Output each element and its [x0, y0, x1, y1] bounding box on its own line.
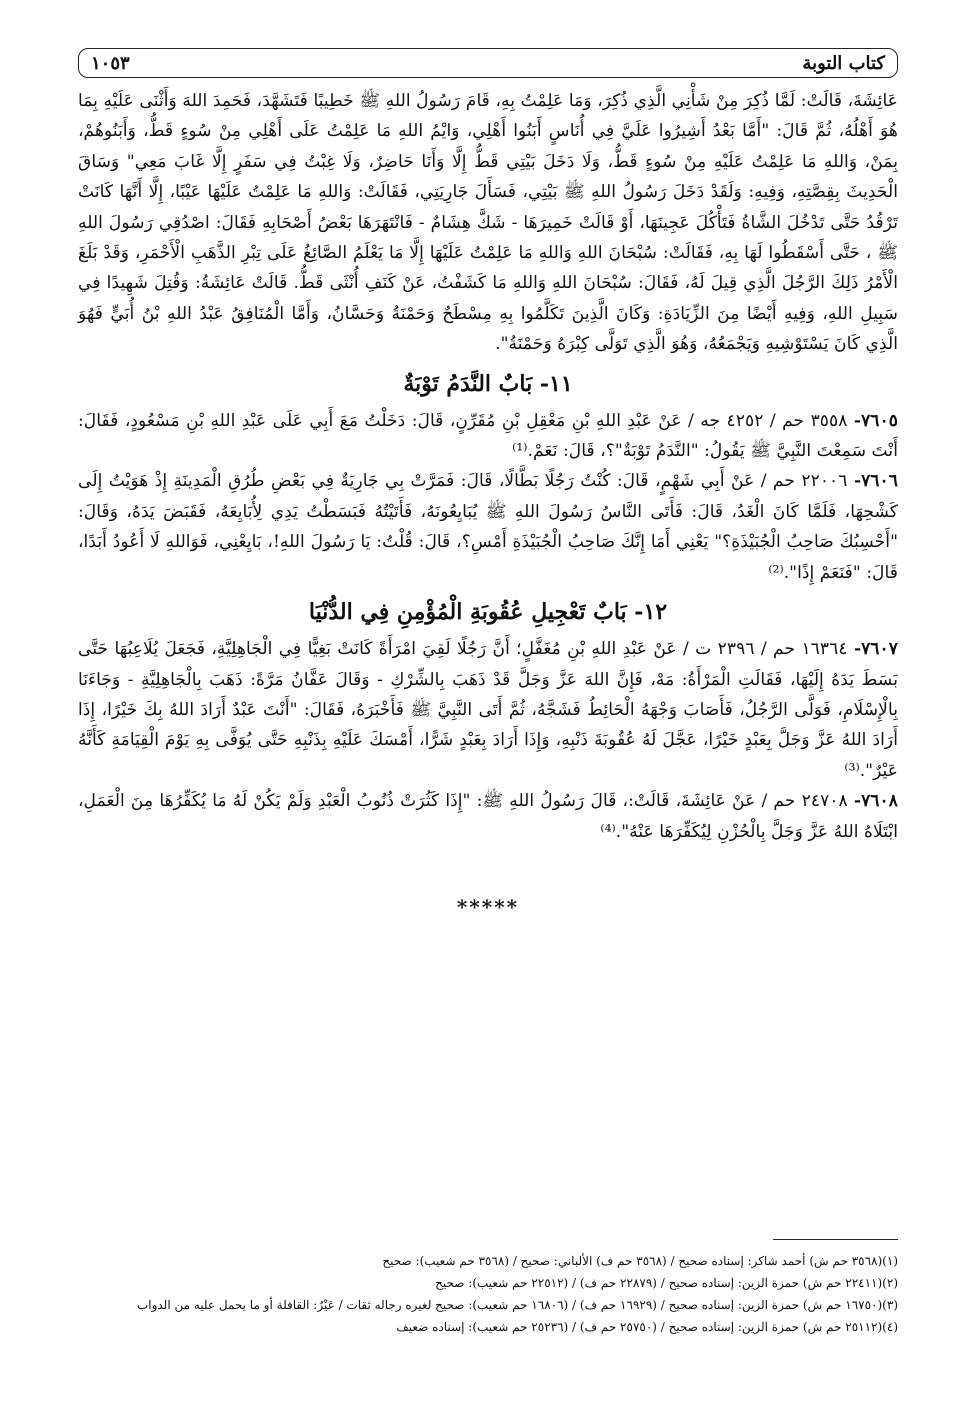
intro-paragraph: عَائِشَةَ، قَالَتْ: لَمَّا ذُكِرَ مِنْ شَأْنِي الَّذِي ذُكِرَ، وَمَا عَلِمْتُ بِهِ، قَامَ رَسُولُ اللهِ ﷺ خَطِيبًا فَتَشَهَّدَ، فَحَمِدَ اللهَ وَأَثْنَى عَلَيْهِ بِمَا هُوَ أَهْلُهُ، ثُمَّ قَالَ: "أَمَّا بَعْدُ أَشِيرُوا عَلَيَّ فِي أُنَاسٍ أَبَنُوا أَهْلِي، وَايْمُ اللهِ مَا عَلِمْتُ عَلَى أَهْلِي مِنْ سُوءٍ قَطُّ، وَأَبَنُوهُمْ، بِمَنْ، وَاللهِ مَا عَلِمْتُ عَلَيْهِ مِنْ سُوءٍ قَطُّ، وَلَا دَخَلَ بَيْتِي قَطُّ إِلَّا وَأَنَا حَاضِرٌ، وَلَا غِبْتُ فِي سَفَرٍ إِلَّا غَابَ مَعِي" وَسَاقَ الْحَدِيثَ بِقِصَّتِهِ، وَفِيهِ: وَلَقَدْ دَخَلَ رَسُولُ اللهِ ﷺ بَيْتِي، فَسَأَلَ جَارِيَتِي، فَقَالَتْ: وَاللهِ مَا عَلِمْتُ عَلَيْهَا عَيْبًا، إِلَّا أَنَّهَا كَانَتْ تَرْقُدُ حَتَّى تَدْخُلَ الشَّاةُ فَتَأْكُلَ عَجِينَهَا، أَوْ قَالَتْ خَمِيرَهَا - شَكَّ هِشَامٌ - فَانْتَهَرَهَا بَعْضُ أَصْحَابِهِ فَقَالَ: اصْدُقِي رَسُولَ اللهِ ﷺ ، حَتَّى أَسْقَطُوا لَهَا بِهِ، فَقَالَتْ: سُبْحَانَ اللهِ وَاللهِ مَا عَلِمْتُ عَلَيْهَا إِلَّا مَا يَعْلَمُ الصَّائِغُ عَلَى تِبْرِ الذَّهَبِ الْأَحْمَرِ، وَقَدْ بَلَغَ الْأَمْرُ ذَلِكَ الرَّجُلَ الَّذِي قِيلَ لَهُ، فَقَالَ: سُبْحَانَ اللهِ وَاللهِ مَا كَشَفْتُ، عَنْ كَنَفِ أُنْثَى قَطُّ. قَالَتْ عَائِشَةُ: وَقُتِلَ شَهِيدًا فِي سَبِيلِ اللهِ، وَفِيهِ أَيْضًا مِنَ الزِّيَادَةِ: وَكَانَ الَّذِينَ تَكَلَّمُوا بِهِ مِسْطَحٌ وَحَمْنَةُ وَحَسَّانُ، وَأَمَّا الْمُنَافِقُ عَبْدُ اللهِ بْنُ أُبَيٍّ فَهُوَ الَّذِي كَانَ يَسْتَوْشِيهِ وَيَجْمَعُهُ، وَهُوَ الَّذِي تَوَلَّى كِبْرَهُ وَحَمْنَةُ". [78, 91, 898, 355]
hadith-number: ٧٦٠٧- [853, 639, 899, 660]
footnote-4: (٤)(٢٥١١٢ حم ش) حمزة الزين: إسناده صحيح / (٢٥٧٥٠ حم ف) / (٢٥٢٣٦ حم شعيب): إسناده ضعيف [396, 1320, 898, 1334]
hadith-text: ٣٥٥٨ حم / ٤٢٥٢ جه / عَنْ عَبْدِ اللهِ بْنِ مَعْقِلِ بْنِ مُقَرِّنٍ، قَالَ: دَخَلْتُ مَعَ أَبِي عَلَى عَبْدِ اللهِ بْنِ مَسْعُودٍ، فَقَالَ: أَنْتَ سَمِعْتَ النَّبِيَّ ﷺ يَقُولُ: "النَّدَمُ تَوْبَةٌ"؟، قَالَ: نَعَمْ.⁽¹⁾ [78, 410, 898, 462]
hadith-7606 [78, 466, 898, 588]
section-12-title: ١٢- بَابٌ تَعْجِيلِ عُقُوبَةِ الْمُؤْمِنِ فِي الدُّنْيَا [308, 599, 668, 626]
page-header [78, 48, 898, 78]
footnote-1: (١)(٣٥٦٨ حم ش) أحمد شاكر: إسناده صحيح / (٣٥٦٨ حم ف) الألباني: صحيح / (٣٥٦٨ حم شعيب): صحيح [382, 1254, 898, 1268]
main-text [78, 86, 898, 919]
hadith-7605 [78, 406, 898, 467]
hadith-text: ١٦٣٦٤ حم / ٢٣٩٦ ت / عَنْ عَبْدِ اللهِ بْنِ مُغَفَّلٍ؛ أَنَّ رَجُلًا لَقِيَ امْرَأَةً كَانَتْ بَغِيًّا فِي الْجَاهِلِيَّةِ، فَجَعَلَ يُلَاعِبُهَا حَتَّى بَسَطَ يَدَهُ إِلَيْهَا، فَقَالَتِ الْمَرْأَةُ: مَهْ، فَإِنَّ اللهَ عَزَّ وَجَلَّ قَدْ ذَهَبَ بِالشِّرْكِ - وَقَالَ عَفَّانُ مَرَّةً: ذَهَبَ بِالْجَاهِلِيَّةِ - وَجَاءَنَا بِالْإِسْلَامِ، فَوَلَّى الرَّجُلُ، فَأَصَابَ وَجْهَهُ الْحَائِطُ فَشَجَّهُ، ثُمَّ أَتَى النَّبِيَّ ﷺ فَأَخْبَرَهُ، فَقَالَ: "أَنْتَ عَبْدٌ أَرَادَ اللهُ بِكَ خَيْرًا، إِذَا أَرَادَ اللهُ عَزَّ وَجَلَّ بِعَبْدٍ خَيْرًا، عَجَّلَ لَهُ عُقُوبَةَ ذَنْبِهِ، وَإِذَا أَرَادَ بِعَبْدٍ شَرًّا، أَمْسَكَ عَلَيْهِ بِذَنْبِهِ حَتَّى يُوَفَّى بِهِ يَوْمَ الْقِيَامَةِ كَأَنَّهُ عَيْرٌ".⁽³⁾ [78, 639, 898, 781]
book-title: كتاب التوبة [802, 52, 885, 74]
page-number: ١٠٥٣ [91, 52, 130, 74]
section-separator: ***** [456, 894, 520, 919]
section-11-title: ١١- بَابٌ النَّدَمُ تَوْبَةٌ [403, 370, 573, 397]
footnote-3: (٣)(١٦٧٥٠ حم ش) حمزة الزين: إسناده صحيح / (١٦٩٢٩ حم ف) / (١٦٨٠٦ حم شعيب): صحيح لغيره رجاله ثقات / عَيْرٌ: القافلة أو ما يحمل عليه من الدواب [136, 1298, 898, 1312]
hadith-number: ٧٦٠٥- [853, 410, 898, 431]
hadith-number: ٧٦٠٦- [853, 471, 899, 492]
footnote-2: (٢)(٢٢٤١١ حم ش) حمزة الزين: إسناده صحيح / (٢٢٨٧٩ حم ف) / (٢٢٥١٢ حم شعيب): صحيح [435, 1276, 898, 1290]
hadith-text: ٢٢٠٠٦ حم / عَنْ أَبِي شَهْمٍ، قَالَ: كُنْتُ رَجُلًا بَطَّالًا، قَالَ: فَمَرَّتْ بِي جَارِيَةٌ فِي بَعْضِ طُرُقِ الْمَدِينَةِ إِذْ هَوَيْتُ إِلَى كَشْحِهَا، فَلَمَّا كَانَ الْغَدُ، قَالَ: فَأَتَى النَّاسُ رَسُولَ اللهِ ﷺ يُبَايِعُونَهُ، فَأَتَيْتُهُ فَبَسَطْتُ يَدِي لِأُبَايِعَهُ، فَقَبَضَ يَدَهُ، وَقَالَ: "أَحْسِبُكَ صَاحِبُ الْجُبَيْذَةِ؟" يَعْنِي أَمَا إِنَّكَ صَاحِبُ الْجُبَيْذَةِ أَمْسِ؟، قَالَ: قُلْتُ: يَا رَسُولَ اللهِ!، بَايِعْنِي، فَوَاللهِ لَا أَعُودُ أَبَدًا، قَالَ: "فَنَعَمْ إِذًا".⁽²⁾ [78, 471, 898, 583]
hadith-text: ٢٤٧٠٨ حم / عَنْ عَائِشَةَ، قَالَتْ:، قَالَ رَسُولُ اللهِ ﷺ: "إِذَا كَثُرَتْ ذُنُوبُ الْعَبْدِ وَلَمْ يَكُنْ لَهُ مَا يُكَفِّرُهَا مِنَ الْعَمَلِ، ابْتَلَاهُ اللهُ عَزَّ وَجَلَّ بِالْحُزْنِ لِيُكَفِّرَهَا عَنْهُ".⁽⁴⁾ [78, 791, 898, 842]
footnotes [78, 1250, 898, 1338]
hadith-7607 [78, 634, 898, 786]
hadith-7608 [78, 786, 898, 847]
hadith-number: ٧٦٠٨- [853, 791, 898, 812]
footnote-rule [773, 1239, 898, 1240]
